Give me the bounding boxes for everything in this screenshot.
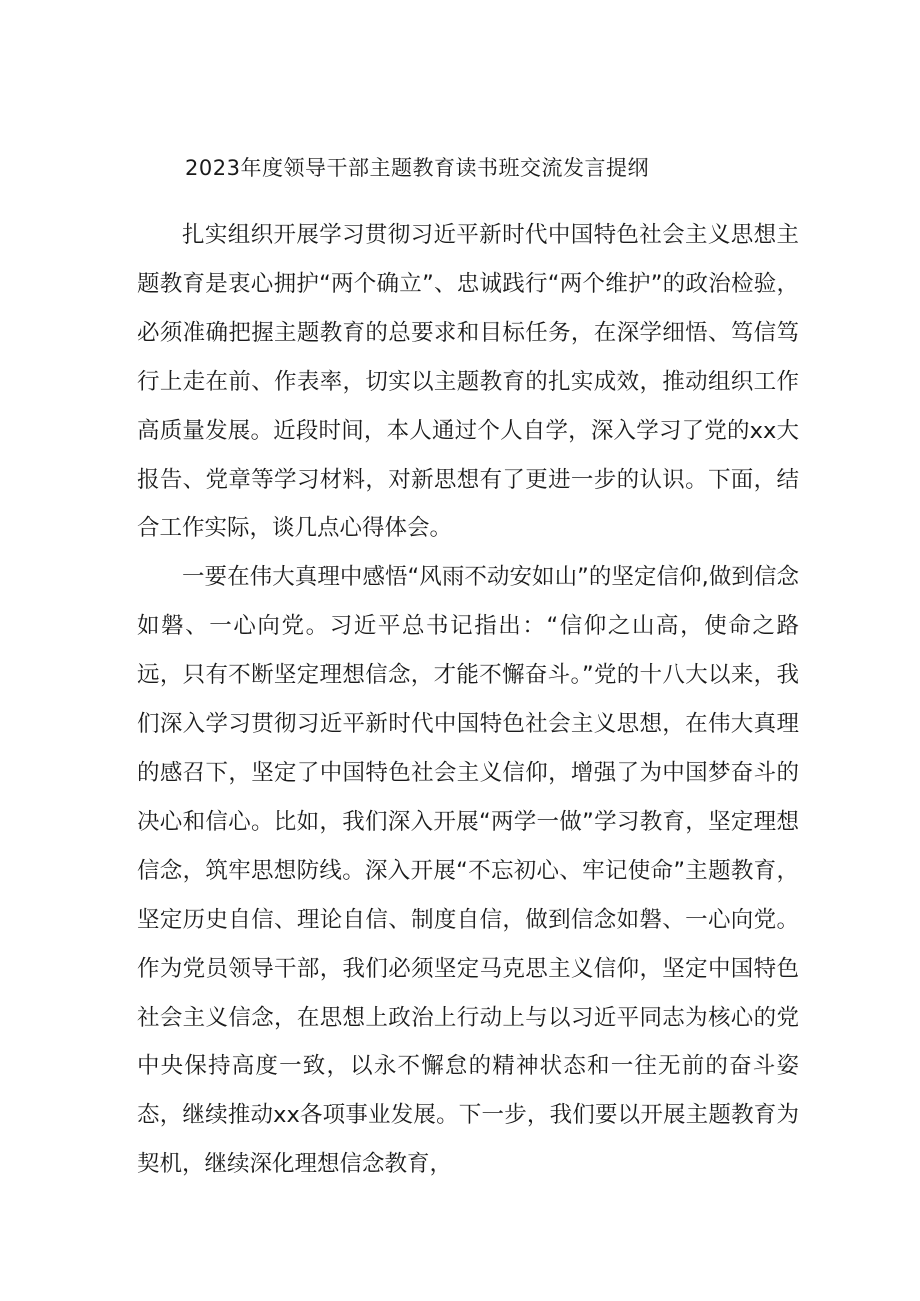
document-title: 2023年度领导干部主题教育读书班交流发言提纲 (185, 156, 649, 180)
document-body (137, 211, 799, 1189)
paragraph-intro: 扎实组织开展学习贯彻习近平新时代中国特色社会主义思想主题教育是衷心拥护“两个确立”、忠诚践行“两个维护”的政治检验，必须准确把握主题教育的总要求和目标任务，在深学细悟、笃信笃行上走在前、作表率，切实以主题教育的扎实成效，推动组织工作高质量发展。近段时间，本人通过个人自学，深入学习了党的xx大报告、党章等学习材料，对新思想有了更进一步的认识。下面，结合工作实际，谈几点心得体会。 (137, 222, 799, 542)
paragraph-point-one: 一要在伟大真理中感悟“风雨不动安如山”的坚定信仰,做到信念如磐、一心向党。习近平总书记指出：“信仰之山高，使命之路远，只有不断坚定理想信念，才能不懈奋斗。”党的十八大以来，我们深入学习贯彻习近平新时代中国特色社会主义思想，在伟大真理的感召下，坚定了中国特色社会主义信仰，增强了为中国梦奋斗的决心和信心。比如，我们深入开展“两学一做”学习教育，坚定理想信念，筑牢思想防线。深入开展“不忘初心、牢记使命”主题教育，坚定历史自信、理论自信、制度自信，做到信念如磐、一心向党。作为党员领导干部，我们必须坚定马克思主义信仰，坚定中国特色社会主义信念，在思想上政治上行动上与以习近平同志为核心的党中央保持高度一致，以永不懈怠的精神状态和一往无前的奋斗姿态，继续推动xx各项事业发展。下一步，我们要以开展主题教育为契机，继续深化理想信念教育， (137, 564, 799, 1178)
